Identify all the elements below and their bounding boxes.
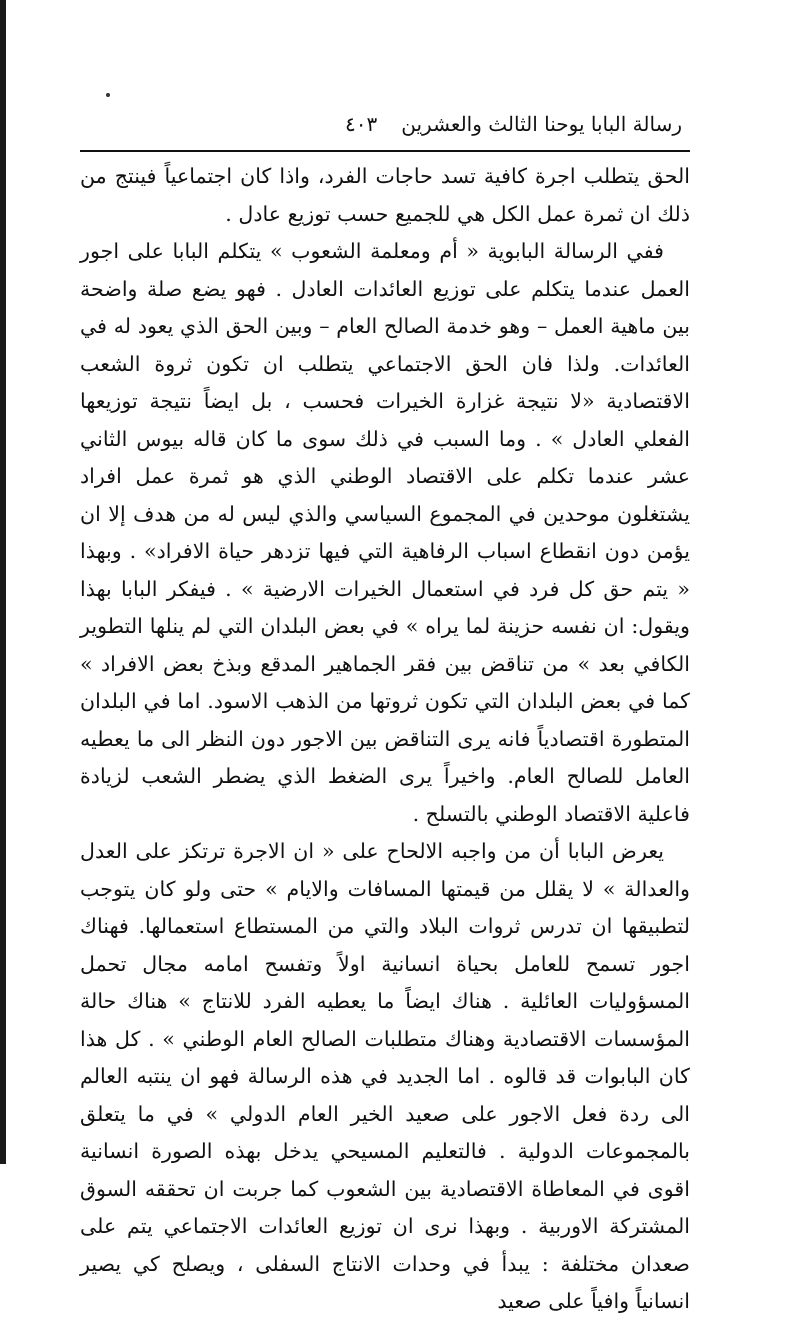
book-page <box>80 108 690 1313</box>
header-rule <box>80 150 690 152</box>
scan-speck <box>106 93 110 97</box>
page-number: ٤٠٣ <box>345 112 378 136</box>
running-title: رسالة البابا يوحنا الثالث والعشرين <box>401 112 682 136</box>
paragraph: الحق يتطلب اجرة كافية تسد حاجات الفرد، واذا كان اجتماعياً فينتج من ذلك ان ثمرة عمل الكل هي للجميع حسب توزيع عادل . <box>80 164 690 226</box>
page-body <box>80 158 690 1321</box>
scan-page-edge <box>0 0 6 1164</box>
paragraph: ففي الرسالة البابوية « أم ومعلمة الشعوب » يتكلم البابا على اجور العمل عندما يتكلم على توزيع العائدات العادل . فهو يضع صلة واضحة بين ماهية العمل – وهو خدمة الصالح العام – وبين الحق الذي يعود له في العائدات. ولذا فان الحق الاجتماعي يتطلب ان تكون ثروة الشعب الاقتصادية «لا نتيجة غزارة الخيرات فحسب ، بل ايضاً نتيجة توزيعها الفعلي العادل » . وما السبب في ذلك سوى ما كان قاله بيوس الثاني عشر عندما تكلم على الاقتصاد الوطني الذي هو ثمرة عمل افراد يشتغلون موحدين في المجموع السياسي والذي ليس له من هدف إلا ان يؤمن دون انقطاع اسباب الرفاهية التي فيها تزدهر حياة الافراد» . وبهذا « يتم حق كل فرد في استعمال الخيرات الارضية » . فيفكر البابا بهذا ويقول: ان نفسه حزينة لما يراه » في بعض البلدان التي لم ينلها التطوير الكافي بعد » من تناقض بين فقر الجماهير المدقع وبذخ بعض الافراد » كما في بعض البلدان التي تكون ثروتها من الذهب الاسود. اما في البلدان المتطورة اقتصادياً فانه يرى التناقض بين الاجور دون النظر الى ما يعطيه العامل للصالح العام. واخيراً يرى الضغط الذي يضطر الشعب لزيادة فاعلية الاقتصاد الوطني بالتسلح . <box>80 239 690 826</box>
running-header <box>80 108 690 150</box>
paragraph: يعرض البابا أن من واجبه الالحاح على « ان الاجرة ترتكز على العدل والعدالة » لا يقلل من قيمتها المسافات والايام » حتى ولو كان يتوجب لتطبيقها ان تدرس ثروات البلاد والتي من المستطاع استعمالها. فهناك اجور تسمح للعامل بحياة انسانية اولاً وتفسح امامه مجال تحمل المسؤوليات العائلية . هناك ايضاً ما يعطيه الفرد للانتاج » هناك حالة المؤسسات الاقتصادية وهناك متطلبات الصالح العام الوطني » . كل هذا كان البابوات قد قالوه . اما الجديد في هذه الرسالة فهو ان ينتبه العالم الى ردة فعل الاجور على صعيد الخير العام الدولي » في ما يتعلق بالمجموعات الدولية . فالتعليم المسيحي يدخل بهذه الصورة انسانية اقوى في المعاطاة الاقتصادية بين الشعوب كما جربت ان تحققه السوق المشتركة الاوربية . وبهذا نرى ان توزيع العائدات الاجتماعي يتم على صعدان مختلفة : يبدأ في وحدات الانتاج السفلى ، ويصلح كي يصير انسانياً وافياً على صعيد <box>80 839 690 1313</box>
